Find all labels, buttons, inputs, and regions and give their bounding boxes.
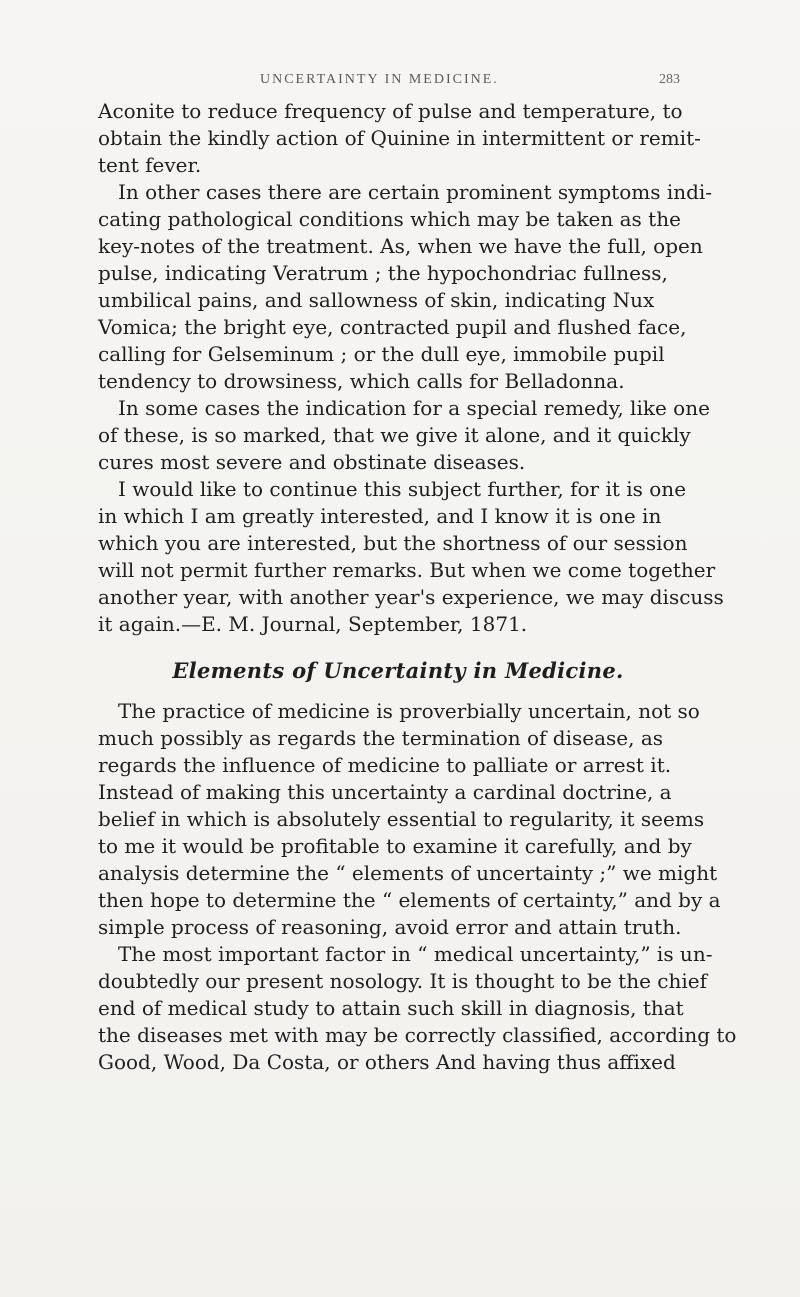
paragraph-4-line-4: will not permit further remarks. But when we come together xyxy=(98,558,716,582)
page-body xyxy=(98,98,737,1076)
paragraph-4-line-6: it again.—E. M. Journal, September, 1871. xyxy=(98,612,528,636)
paragraph-4 xyxy=(98,476,724,638)
paragraph-1-line-1: Aconite to reduce frequency of pulse and temperature, to xyxy=(98,99,683,123)
paragraph-4-line-3: which you are interested, but the shortness of our session xyxy=(98,531,688,555)
paragraph-4-line-1: I would like to continue this subject further, for it is one xyxy=(118,477,687,501)
paragraph-2-line-2: cating pathological conditions which may be taken as the xyxy=(98,207,681,231)
paragraph-4-line-5: another year, with another year's experience, we may discuss xyxy=(98,585,724,609)
paragraph-3-line-3: cures most severe and obstinate diseases. xyxy=(98,450,526,474)
paragraph-2-line-7: calling for Gelseminum ; or the dull eye, immobile pupil xyxy=(98,342,665,366)
paragraph-5 xyxy=(98,698,721,941)
paragraph-2-line-4: pulse, indicating Veratrum ; the hypochondriac fullness, xyxy=(98,261,668,285)
paragraph-5-line-3: regards the influence of medicine to palliate or arrest it. xyxy=(98,753,672,777)
paragraph-6-line-3: end of medical study to attain such skill in diagnosis, that xyxy=(98,996,684,1020)
running-header xyxy=(260,72,680,88)
section-title: Elements of Uncertainty in Medicine. xyxy=(172,658,624,683)
paragraph-5-line-4: Instead of making this uncertainty a cardinal doctrine, a xyxy=(98,780,672,804)
paragraph-4-line-2: in which I am greatly interested, and I know it is one in xyxy=(98,504,662,528)
paragraph-6-line-1: The most important factor in “ medical uncertainty,” is un- xyxy=(118,942,713,966)
page-number: 283 xyxy=(659,72,680,87)
paragraph-3-line-1: In some cases the indication for a special remedy, like one xyxy=(118,396,710,420)
paragraph-6 xyxy=(98,941,737,1076)
paragraph-1-line-2: obtain the kindly action of Quinine in intermittent or remit- xyxy=(98,126,701,150)
paragraph-5-line-6: to me it would be profitable to examine it carefully, and by xyxy=(98,834,692,858)
paragraph-2-line-5: umbilical pains, and sallowness of skin, indicating Nux xyxy=(98,288,655,312)
paragraph-6-line-2: doubtedly our present nosology. It is thought to be the chief xyxy=(98,969,707,993)
paragraph-1 xyxy=(98,98,701,179)
paragraph-5-line-1: The practice of medicine is proverbially uncertain, not so xyxy=(118,699,700,723)
paragraph-2-line-8: tendency to drowsiness, which calls for Belladonna. xyxy=(98,369,625,393)
paragraph-5-line-8: then hope to determine the “ elements of certainty,” and by a xyxy=(98,888,721,912)
paragraph-1-line-3: tent fever. xyxy=(98,153,202,177)
paragraph-5-line-5: belief in which is absolutely essential to regularity, it seems xyxy=(98,807,705,831)
paragraph-2-line-6: Vomica; the bright eye, contracted pupil and flushed face, xyxy=(98,315,687,339)
paragraph-6-line-5: Good, Wood, Da Costa, or others And having thus affixed xyxy=(98,1050,676,1074)
paragraph-2-line-1: In other cases there are certain prominent symptoms indi- xyxy=(118,180,713,204)
paragraph-2-line-3: key-notes of the treatment. As, when we have the full, open xyxy=(98,234,703,258)
paragraph-3-line-2: of these, is so marked, that we give it alone, and it quickly xyxy=(98,423,691,447)
paragraph-5-line-2: much possibly as regards the termination of disease, as xyxy=(98,726,664,750)
paragraph-6-line-4: the diseases met with may be correctly classified, according to xyxy=(98,1023,737,1047)
paragraph-5-line-9: simple process of reasoning, avoid error and attain truth. xyxy=(98,915,682,939)
paragraph-3 xyxy=(98,395,710,476)
paragraph-2 xyxy=(98,179,713,395)
running-title: UNCERTAINTY IN MEDICINE. xyxy=(260,72,499,87)
paragraph-5-line-7: analysis determine the “ elements of uncertainty ;” we might xyxy=(98,861,718,885)
